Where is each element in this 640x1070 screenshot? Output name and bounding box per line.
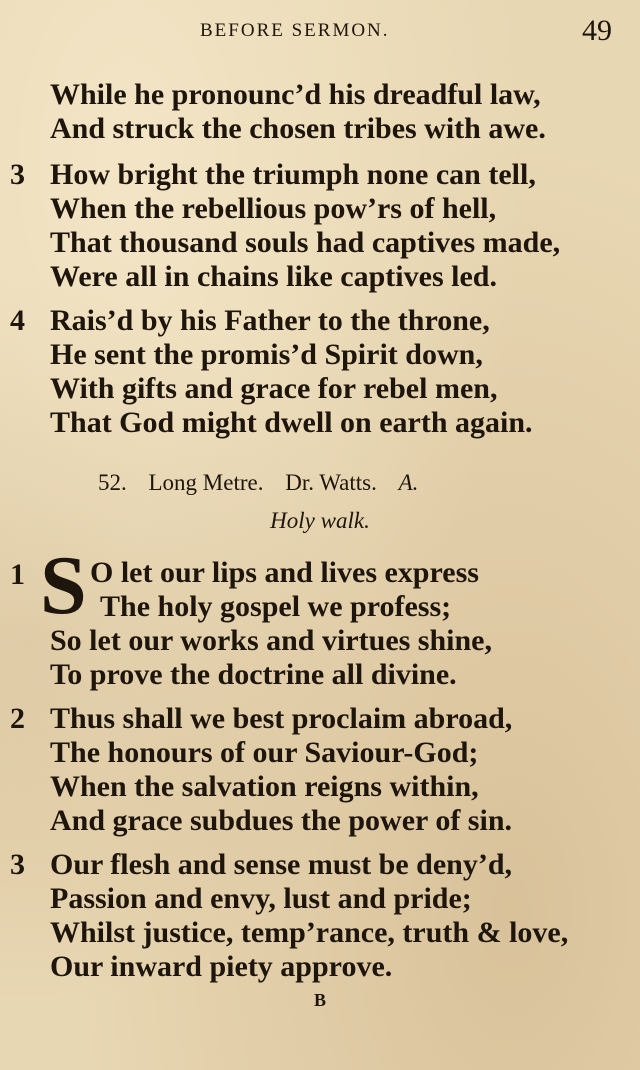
verse-line: While he pronounc’d his dreadful law,	[50, 78, 541, 111]
signature-mark: B	[313, 990, 326, 1010]
verse-line: And grace subdues the power of sin.	[50, 804, 512, 837]
page-number: 49	[582, 14, 612, 47]
verse-number: 1	[10, 558, 25, 591]
drop-cap: S	[40, 539, 87, 632]
verse-line: That God might dwell on earth again.	[50, 406, 533, 439]
hymn-tune-letter: A.	[398, 470, 419, 495]
verse-line: When the salvation reigns within,	[50, 770, 479, 803]
verse-line: When the rebellious pow’rs of hell,	[50, 192, 497, 225]
hymn-subtitle: Holy walk.	[270, 508, 370, 533]
running-head: BEFORE SERMON.	[200, 20, 390, 41]
verse-line: How bright the triumph none can tell,	[50, 158, 536, 191]
verse-line: Our inward piety approve.	[50, 950, 393, 983]
verse-line: Passion and envy, lust and pride;	[50, 882, 472, 915]
verse-line: And struck the chosen tribes with awe.	[50, 112, 546, 145]
verse-line: That thousand souls had captives made,	[50, 226, 561, 259]
verse-line: To prove the doctrine all divine.	[50, 658, 457, 691]
verse-line: The holy gospel we profess;	[100, 590, 452, 623]
verse-number: 4	[10, 304, 25, 337]
hymn-heading	[98, 470, 434, 496]
verse-line: Our flesh and sense must be deny’d,	[50, 848, 513, 881]
verse-line: Were all in chains like captives led.	[50, 260, 497, 293]
verse-line: O let our lips and lives express	[90, 556, 479, 589]
verse-number: 2	[10, 702, 25, 735]
verse-line: With gifts and grace for rebel men,	[50, 372, 498, 405]
verse-line: Whilst justice, temp’rance, truth & love,	[50, 916, 569, 949]
hymn-metre: Long Metre.	[148, 470, 264, 495]
verse-line: The honours of our Saviour-God;	[50, 736, 479, 769]
verse-line: Thus shall we best proclaim abroad,	[50, 702, 513, 735]
verse-number: 3	[10, 848, 25, 881]
verse-number: 3	[10, 158, 25, 191]
verse-line: So let our works and virtues shine,	[50, 624, 493, 657]
hymn-number: 52.	[98, 470, 127, 495]
hymn-author: Dr. Watts.	[285, 470, 377, 495]
verse-line: He sent the promis’d Spirit down,	[50, 338, 483, 371]
verse-line: Rais’d by his Father to the throne,	[50, 304, 490, 337]
